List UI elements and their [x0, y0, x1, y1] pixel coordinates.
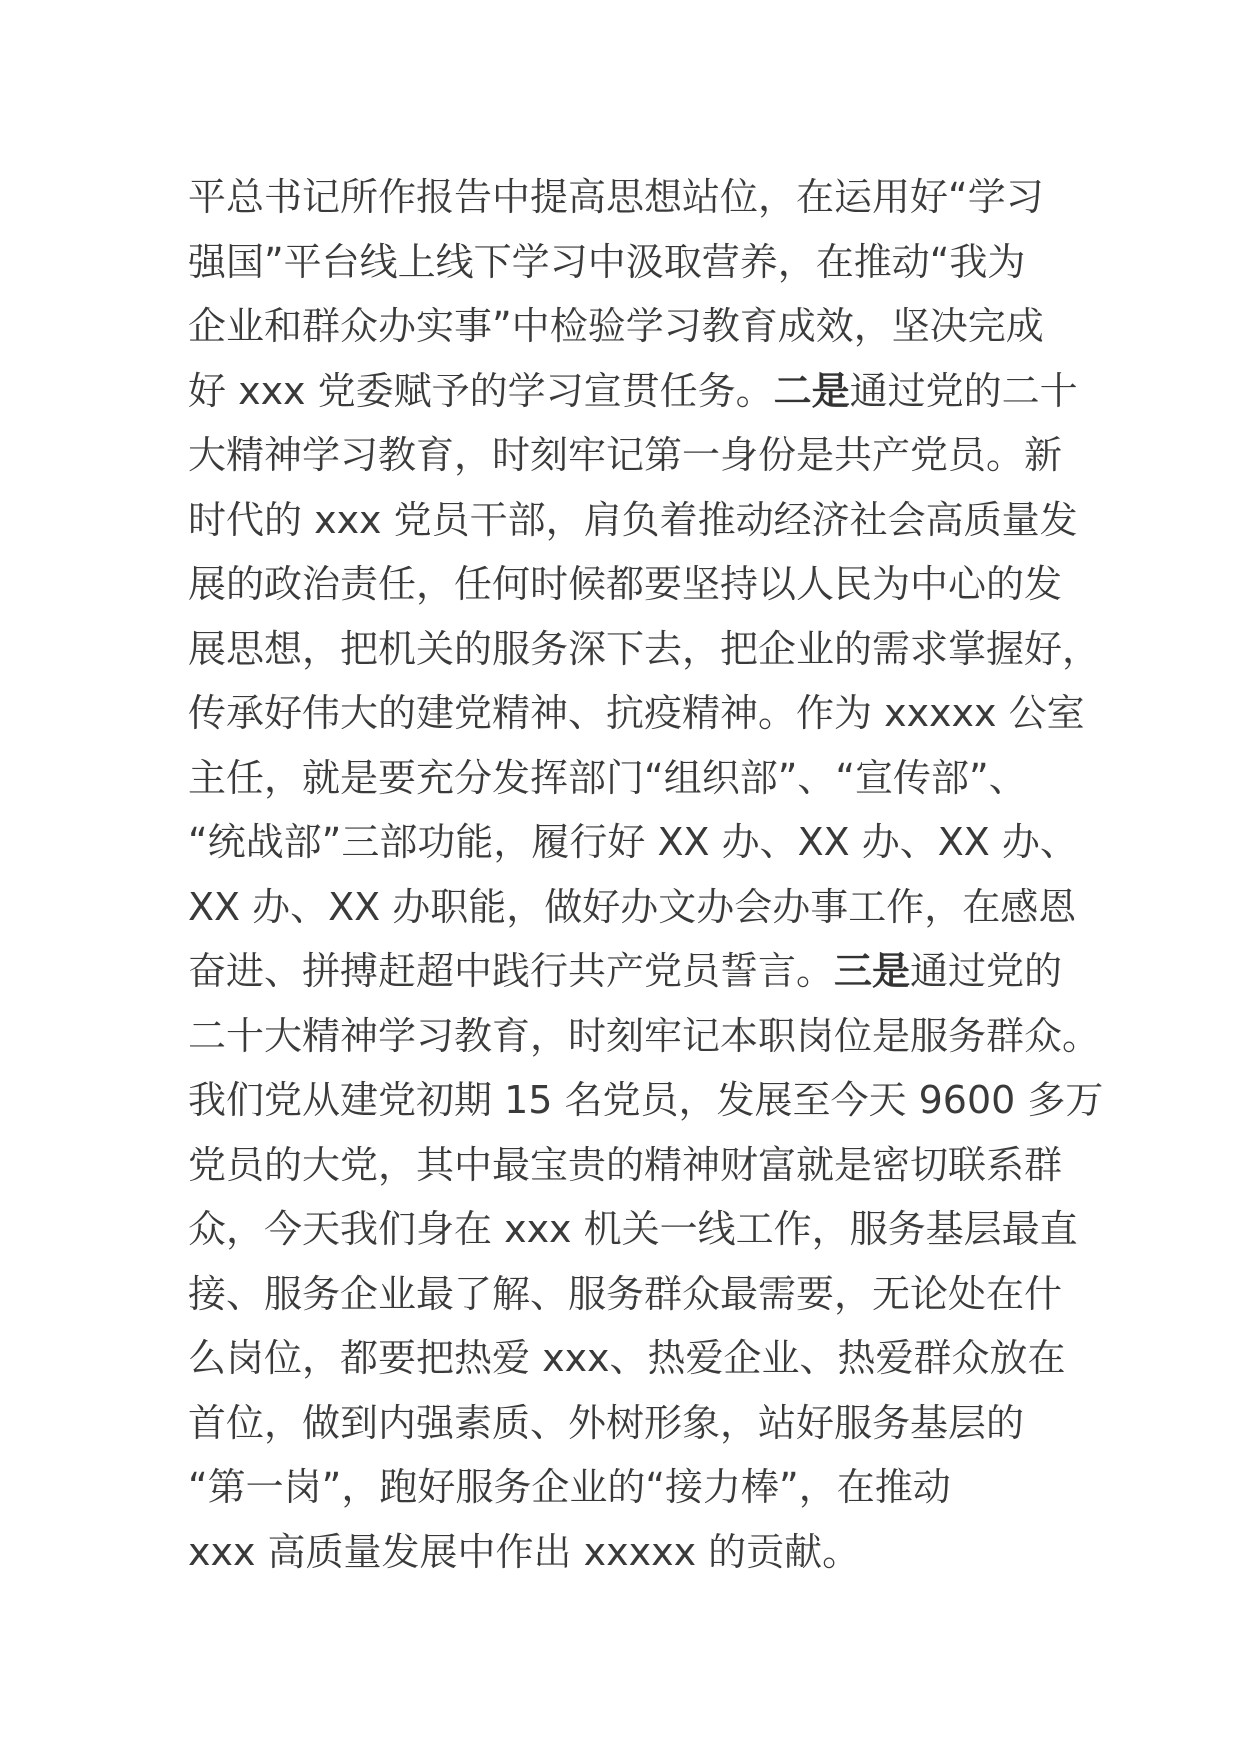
text-line — [188, 810, 1078, 875]
text-line — [188, 1133, 1068, 1198]
body-text-segment: 企业和群众办实事”中检验学习教育成效，坚决完成 — [188, 304, 1044, 348]
text-line — [188, 875, 1077, 940]
body-text-segment: “第一岗”，跑好服务企业的“接力棒”，在推动 — [188, 1465, 951, 1509]
body-text — [188, 165, 1104, 1584]
body-text-segment: 大精神学习教育，时刻牢记第一身份是共产党员。新 — [188, 433, 1063, 477]
text-line — [188, 1520, 1068, 1585]
body-text-segment: 我们党从建党初期 15 名党员，发展至今天 9600 多万 — [188, 1078, 1104, 1122]
text-line — [188, 1068, 1104, 1133]
body-text-segment: 强国”平台线上线下学习中汲取营养，在推动“我为 — [188, 239, 1026, 284]
body-text-segment: 展思想，把机关的服务深下去，把企业的需求掌握好， — [188, 626, 1101, 671]
body-text-segment: “统战部”三部功能，履行好 XX 办、XX 办、XX 办、 — [188, 820, 1078, 864]
body-text-segment: 传承好伟大的建党精神、抗疫精神。作为 xxxxx 公室 — [188, 691, 1085, 735]
text-line — [188, 552, 1068, 617]
text-line — [188, 359, 1078, 424]
body-text-segment: 首位，做到内强素质、外树形象，站好服务基层的 — [188, 1400, 1025, 1445]
text-line — [188, 294, 1068, 359]
text-line — [188, 746, 1068, 811]
body-text-segment: 党员的大党，其中最宝贵的精神财富就是密切联系群 — [188, 1142, 1063, 1187]
text-line — [188, 230, 1068, 295]
text-line — [188, 939, 1068, 1004]
body-text-segment: 主任，就是要充分发挥部门“组织部”、“宣传部”、 — [188, 755, 1027, 800]
text-line — [188, 681, 1085, 746]
text-line — [188, 423, 1068, 488]
text-line — [188, 1326, 1068, 1391]
body-text-segment: 众，今天我们身在 xxx 机关一线工作，服务基层最直 — [188, 1207, 1078, 1251]
text-line — [188, 617, 1101, 682]
text-line — [188, 1197, 1078, 1262]
text-line — [188, 1004, 1101, 1069]
text-line — [188, 1391, 1068, 1456]
body-text-segment: 么岗位，都要把热爱 xxx、热爱企业、热爱群众放在 — [188, 1336, 1066, 1380]
body-text-segment: xxx 高质量发展中作出 xxxxx 的贡献。 — [188, 1529, 861, 1574]
text-line — [188, 1262, 1068, 1327]
body-text-segment: 展的政治责任，任何时候都要坚持以人民为中心的发 — [188, 562, 1063, 606]
emphasis-text: 二是 — [773, 368, 850, 413]
body-text-segment: 二十大精神学习教育，时刻牢记本职岗位是服务群众。 — [188, 1013, 1101, 1058]
body-text-segment: 时代的 xxx 党员干部，肩负着推动经济社会高质量发 — [188, 497, 1078, 542]
text-line — [188, 488, 1078, 553]
body-text-segment: 奋进、拼搏赶超中践行共产党员誓言。 — [188, 949, 835, 993]
body-text-segment: 通过党的 — [910, 949, 1063, 993]
body-text-segment: 好 xxx 党委赋予的学习宣贯任务。 — [188, 368, 774, 413]
body-text-segment: 通过党的二十 — [849, 368, 1078, 413]
body-text-segment: XX 办、XX 办职能，做好办文办会办事工作，在感恩 — [188, 884, 1077, 929]
text-line — [188, 165, 1068, 230]
body-text-segment: 接、服务企业最了解、服务群众最需要，无论处在什 — [188, 1271, 1063, 1316]
text-line — [188, 1455, 1068, 1520]
body-text-segment: 平总书记所作报告中提高思想站位，在运用好“学习 — [188, 175, 1044, 219]
emphasis-text: 三是 — [834, 949, 911, 993]
